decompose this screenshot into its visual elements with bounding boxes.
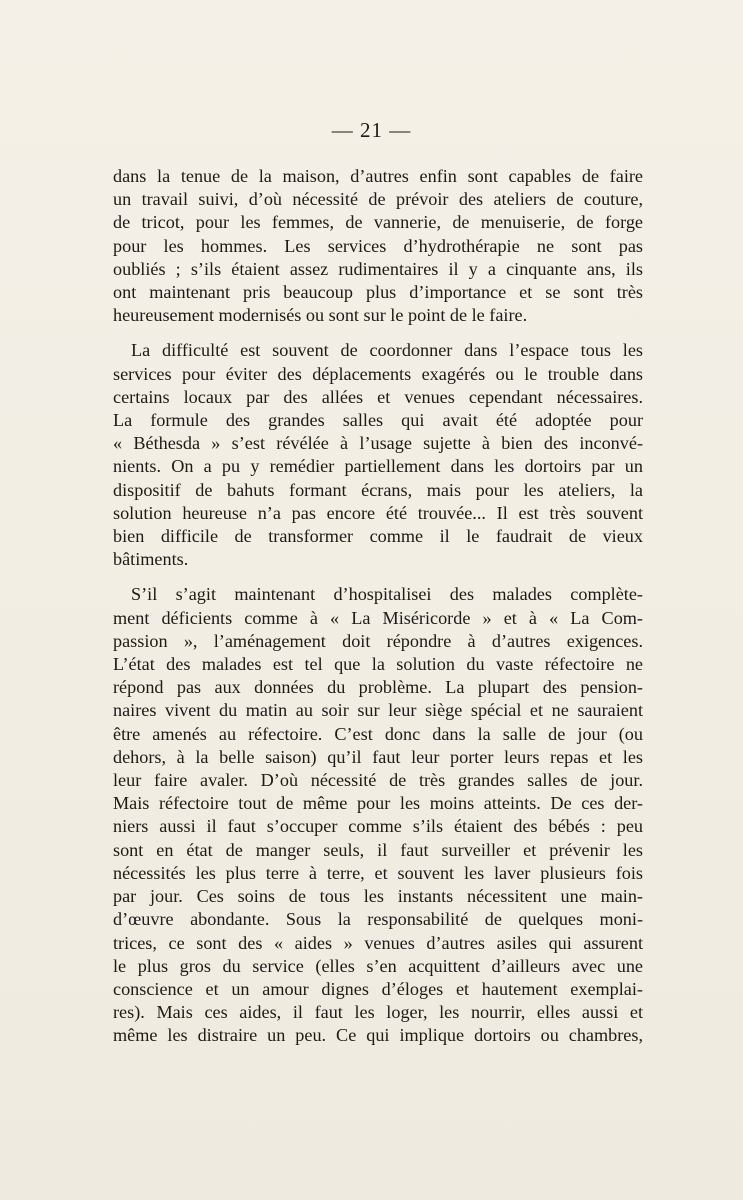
paragraph-1 bbox=[113, 165, 643, 327]
text-line: même les distraire un peu. Ce qui implique dortoirs ou chambres, bbox=[113, 1025, 643, 1046]
text-line: naires vivent du matin au soir sur leur siège spécial et ne sauraient bbox=[113, 700, 643, 721]
text-line: La formule des grandes salles qui avait été adoptée pour bbox=[113, 410, 643, 431]
paragraph-2 bbox=[113, 339, 643, 571]
text-line: heureusement modernisés ou sont sur le point de le faire. bbox=[113, 305, 528, 326]
text-line: sont en état de manger seuls, il faut surveiller et prévenir les bbox=[113, 839, 643, 860]
text-line: dans la tenue de la maison, d’autres enfin sont capables de faire bbox=[113, 166, 643, 186]
text-line: ment déficients comme à « La Miséricorde » et à « La Com- bbox=[113, 607, 643, 628]
text-line: certains locaux par des allées et venues cependant nécessaires. bbox=[113, 386, 643, 407]
text-line: services pour éviter des déplacements exagérés ou le trouble dans bbox=[113, 363, 643, 384]
text-line: dispositif de bahuts formant écrans, mais pour les ateliers, la bbox=[113, 479, 643, 500]
text-line: d’œuvre abondante. Sous la responsabilité de quelques moni- bbox=[113, 909, 643, 930]
text-line: trices, ce sont des « aides » venues d’autres asiles qui assurent bbox=[113, 932, 643, 953]
text-line: répond pas aux données du problème. La plupart des pension- bbox=[113, 677, 643, 698]
text-line: conscience et un amour dignes d’éloges et hautement exemplai- bbox=[113, 978, 643, 999]
text-line: dehors, à la belle saison) qu’il faut leur porter leurs repas et les bbox=[113, 746, 643, 767]
text-line: passion », l’aménagement doit répondre à d’autres exigences. bbox=[113, 630, 643, 651]
text-line: Mais réfectoire tout de même pour les moins atteints. De ces der- bbox=[113, 793, 643, 814]
text-line: res). Mais ces aides, il faut les loger, les nourrir, elles aussi et bbox=[113, 1002, 643, 1023]
text-line: oubliés ; s’ils étaient assez rudimentaires il y a cinquante ans, ils bbox=[113, 258, 643, 279]
text-line: solution heureuse n’a pas encore été trouvée... Il est très souvent bbox=[113, 502, 643, 523]
body-text bbox=[113, 165, 643, 1048]
text-line: de tricot, pour les femmes, de vannerie, de menuiserie, de forge bbox=[113, 212, 643, 233]
page-number: — 21 — bbox=[331, 118, 412, 142]
text-line: bâtiments. bbox=[113, 549, 189, 570]
text-line: le plus gros du service (elles s’en acquittent d’ailleurs avec une bbox=[113, 955, 643, 976]
text-line: leur faire avaler. D’où nécessité de très grandes salles de jour. bbox=[113, 770, 643, 791]
text-line: L’état des malades est tel que la solution du vaste réfectoire ne bbox=[113, 654, 643, 675]
text-line: « Béthesda » s’est révélée à l’usage sujette à bien des inconvé- bbox=[113, 433, 643, 454]
text-line: bien difficile de transformer comme il le faudrait de vieux bbox=[113, 526, 643, 547]
text-line: pour les hommes. Les services d’hydrothérapie ne sont pas bbox=[113, 235, 643, 256]
text-line: S’il s’agit maintenant d’hospitalisei des malades complète- bbox=[131, 584, 643, 605]
text-line: nients. On a pu y remédier partiellement dans les dortoirs par un bbox=[113, 456, 643, 477]
text-line: niers aussi il faut s’occuper comme s’ils étaient des bébés : peu bbox=[113, 816, 643, 837]
text-line: ont maintenant pris beaucoup plus d’importance et se sont très bbox=[113, 282, 643, 303]
text-line: être amenés au réfectoire. C’est donc dans la salle de jour (ou bbox=[113, 723, 643, 744]
text-line: nécessités les plus terre à terre, et souvent les laver plusieurs fois bbox=[113, 862, 643, 883]
paragraph-3 bbox=[113, 583, 643, 1047]
text-line: un travail suivi, d’où nécessité de prévoir des ateliers de couture, bbox=[113, 189, 643, 210]
text-line: La difficulté est souvent de coordonner dans l’espace tous les bbox=[131, 340, 643, 361]
text-line: par jour. Ces soins de tous les instants nécessitent une main- bbox=[113, 886, 643, 907]
